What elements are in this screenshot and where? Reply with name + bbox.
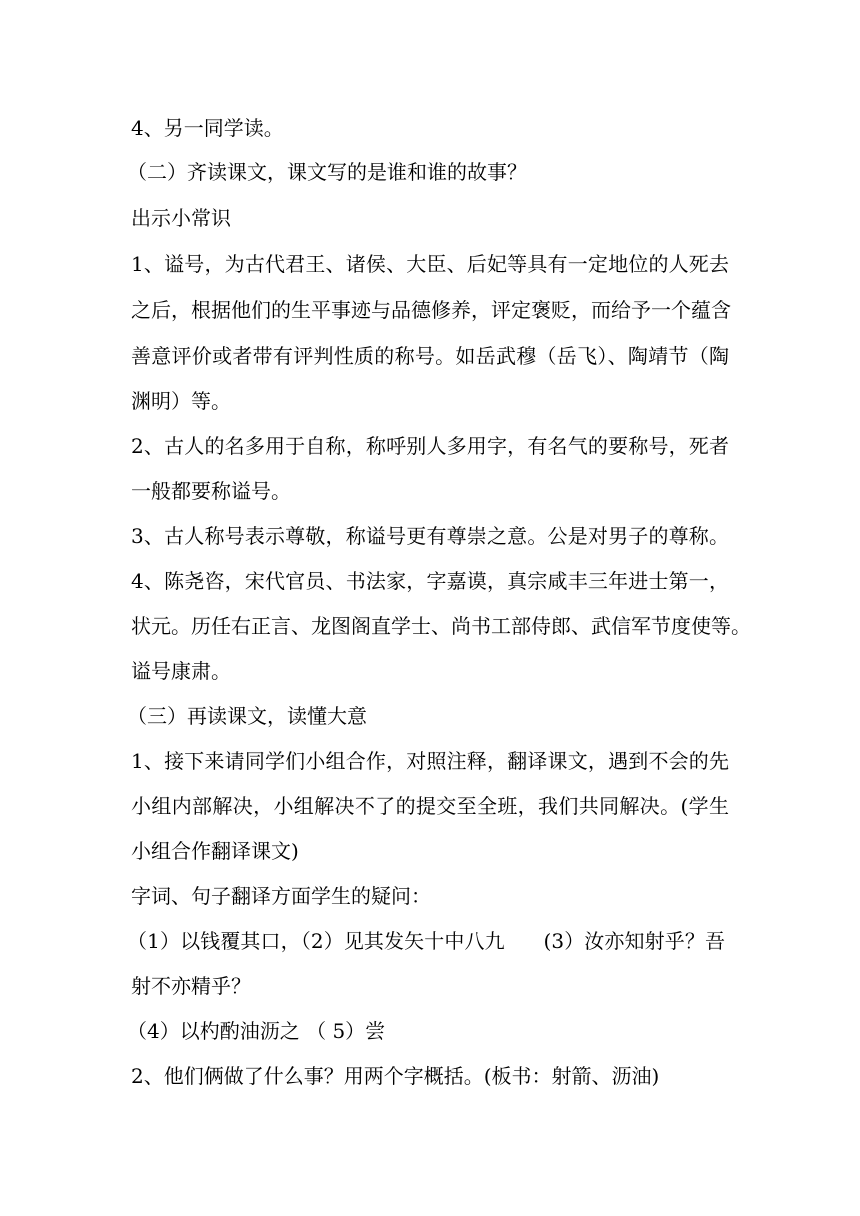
text-line: 字词、句子翻译方面学生的疑问： bbox=[131, 884, 431, 908]
text-line: 谥号康肃。 bbox=[131, 659, 231, 683]
text-line: 之后，根据他们的生平事迹与品德修养，评定褒贬，而给予一个蕴含 bbox=[131, 298, 731, 322]
text-line: （1）以钱覆其口，（2）见其发矢十中八九 (3）汝亦知射乎？吾 bbox=[127, 929, 725, 953]
text-line: 小组内部解决，小组解决不了的提交至全班，我们共同解决。(学生 bbox=[131, 794, 729, 818]
text-line: 1、谥号，为古代君王、诸侯、大臣、后妃等具有一定地位的人死去 bbox=[131, 252, 729, 276]
text-line: 射不亦精乎？ bbox=[131, 974, 251, 998]
text-line: 善意评价或者带有评判性质的称号。如岳武穆（岳飞）、陶靖节（陶 bbox=[131, 344, 729, 368]
section-heading: （三）再读课文，读懂大意 bbox=[127, 704, 367, 728]
text-line: 2、他们俩做了什么事？用两个字概括。(板书：射箭、沥油) bbox=[131, 1064, 660, 1088]
text-line: 3、古人称号表示尊敬，称谥号更有尊崇之意。公是对男子的尊称。 bbox=[131, 524, 729, 548]
text-line: 渊明）等。 bbox=[131, 389, 231, 413]
text-line: 出示小常识 bbox=[131, 206, 231, 230]
text-line: 4、另一同学读。 bbox=[131, 116, 284, 140]
text-line: 一般都要称谥号。 bbox=[131, 479, 291, 503]
text-line: 2、古人的名多用于自称，称呼别人多用字，有名气的要称号，死者 bbox=[131, 434, 729, 458]
text-line: 小组合作翻译课文) bbox=[131, 839, 299, 863]
text-line: 1、接下来请同学们小组合作，对照注释，翻译课文，遇到不会的先 bbox=[131, 749, 729, 773]
text-line: 状元。历任右正言、龙图阁直学士、尚书工部侍郎、武信军节度使等。 bbox=[131, 614, 751, 638]
text-line: 4、陈尧咨，宋代官员、书法家，字嘉谟，真宗咸丰三年进士第一， bbox=[131, 569, 729, 593]
text-line: （4）以杓酌油沥之 （ 5）尝 bbox=[127, 1019, 386, 1043]
section-heading: （二）齐读课文，课文写的是谁和谁的故事？ bbox=[127, 160, 527, 184]
